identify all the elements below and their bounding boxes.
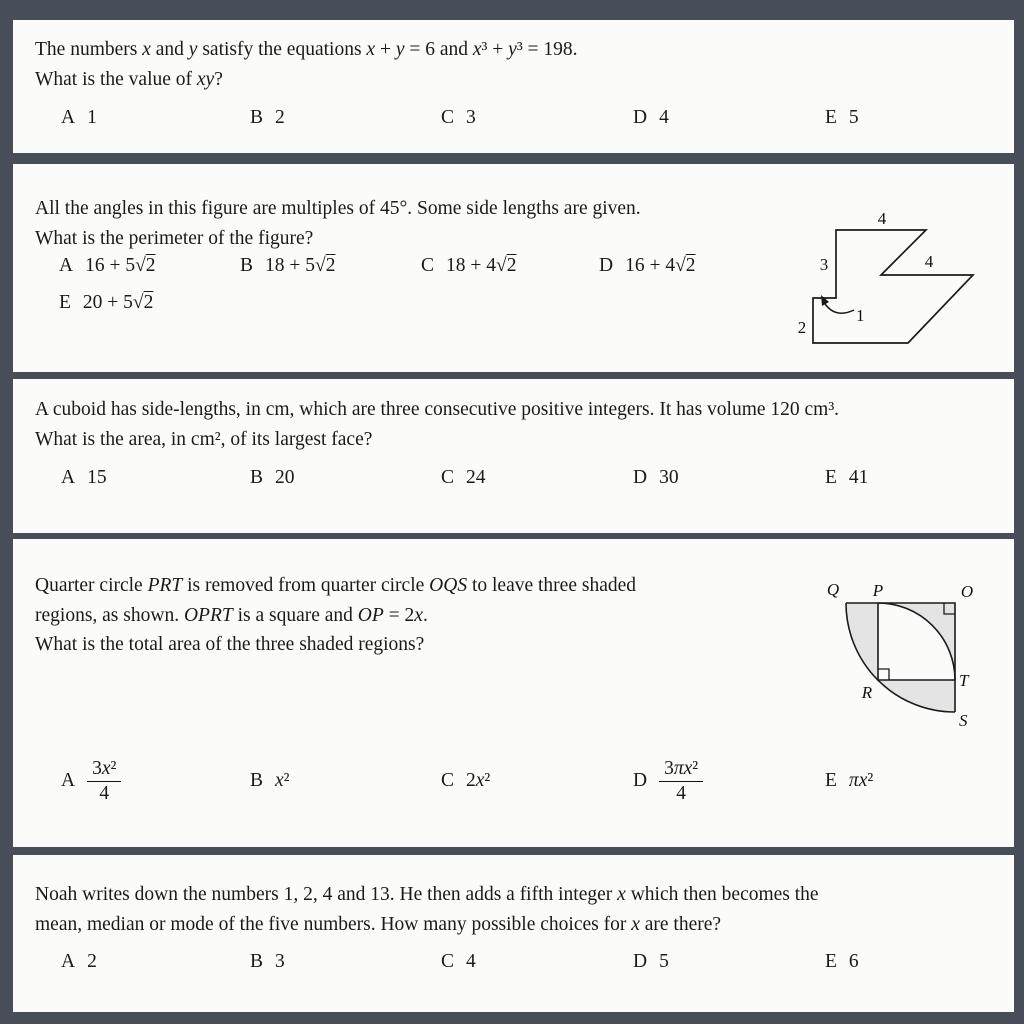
option-a [61, 467, 107, 489]
option-label: A [61, 467, 76, 488]
question-line: What is the total area of the three shaded regions? [35, 634, 425, 655]
option-b [250, 467, 295, 489]
option-c [441, 951, 476, 973]
option-label: C [441, 951, 455, 972]
question-line: What is the value of xy? [35, 68, 223, 90]
question-panel [13, 164, 1014, 372]
side-label-2: 2 [797, 318, 807, 337]
side-label-4-top: 4 [877, 209, 887, 228]
option-value: 2 [275, 107, 285, 128]
option-label: B [250, 107, 264, 128]
option-value: 6 [848, 951, 859, 972]
point-label-o: O [960, 582, 974, 601]
point-label-s: S [959, 711, 968, 730]
options-row [13, 107, 1014, 137]
option-value: 5 [659, 951, 669, 972]
option-a [59, 255, 156, 277]
option-label: B [250, 467, 264, 488]
option-label: A [59, 255, 74, 276]
option-a [61, 951, 97, 973]
option-a [61, 750, 121, 812]
quarter-circle-figure [818, 569, 1003, 761]
question-line: What is the area, in cm², of its largest face? [35, 428, 373, 450]
option-e [825, 107, 859, 129]
option-value: 20 [275, 467, 295, 488]
option-label: D [599, 255, 614, 276]
option-label: E [59, 292, 71, 313]
option-c [441, 107, 476, 129]
option-label: A [61, 770, 76, 791]
point-label-r: R [861, 683, 873, 702]
side-label-4-mid: 4 [924, 252, 934, 271]
option-value: 5 [848, 107, 859, 128]
question-panel [13, 855, 1014, 1012]
option-label: E [825, 770, 837, 791]
option-value: πx² [848, 770, 874, 791]
option-e [59, 292, 153, 314]
option-a [61, 107, 97, 129]
option-value: 3 [275, 951, 285, 972]
perimeter-figure [793, 190, 1003, 356]
option-label: E [825, 951, 837, 972]
option-b [250, 951, 285, 973]
question-line: The numbers x and y satisfy the equations x + y = 6 and x³ + y³ = 198. [35, 39, 578, 60]
question-text [35, 880, 1008, 939]
option-label: C [441, 770, 455, 791]
question-line: Noah writes down the numbers 1, 2, 4 and 13. He then adds a fifth integer x which then becomes the [35, 884, 819, 905]
option-value: 1 [87, 107, 97, 128]
option-value: 15 [87, 467, 107, 488]
option-d [633, 750, 703, 812]
option-d [633, 951, 669, 973]
option-d [633, 467, 679, 489]
option-value: 30 [659, 467, 679, 488]
option-label: B [250, 770, 264, 791]
option-label: E [825, 467, 837, 488]
option-b [240, 255, 335, 277]
option-value: 24 [466, 467, 486, 488]
question-line: A cuboid has side-lengths, in cm, which are three consecutive positive integers. It has volume 120 cm³. [35, 399, 840, 420]
option-b [250, 750, 290, 812]
option-value: 3 [466, 107, 476, 128]
option-value: x² [275, 770, 290, 791]
question-panel [13, 539, 1014, 847]
option-label: D [633, 107, 648, 128]
option-label: C [421, 255, 435, 276]
question-line: Quarter circle PRT is removed from quarter circle OQS to leave three shaded [35, 575, 637, 596]
option-value: 41 [848, 467, 869, 488]
option-value: 18 + 5√2 [265, 255, 336, 276]
option-e [825, 951, 859, 973]
option-value: 4 [466, 951, 476, 972]
option-d [633, 107, 669, 129]
option-label: B [250, 951, 264, 972]
options-row [13, 951, 1014, 981]
option-b [250, 107, 285, 129]
option-label: A [61, 107, 76, 128]
option-d [599, 255, 696, 277]
option-value: 18 + 4√2 [446, 255, 517, 276]
options-row [13, 467, 1014, 497]
option-label: D [633, 467, 648, 488]
question-line: All the angles in this figure are multiples of 45°. Some side lengths are given. [35, 198, 641, 219]
question-line: regions, as shown. OPRT is a square and OP = 2x. [35, 604, 428, 626]
question-panel [13, 379, 1014, 533]
option-value: 2x² [466, 770, 491, 791]
option-value: $\frac{\text{3x²}}{4}$ [87, 757, 121, 806]
question-line: mean, median or mode of the five numbers. How many possible choices for x are there? [35, 913, 722, 935]
option-label: B [240, 255, 254, 276]
option-value: 20 + 5√2 [82, 292, 154, 313]
option-label: E [825, 107, 837, 128]
option-label: C [441, 107, 455, 128]
point-label-p: P [872, 581, 884, 600]
option-value: 16 + 4√2 [625, 255, 696, 276]
option-c [441, 467, 486, 489]
option-value: $\frac{\text{3πx²}}{4}$ [659, 757, 703, 806]
option-c [441, 750, 490, 812]
option-label: A [61, 951, 76, 972]
side-label-1: 1 [856, 306, 865, 325]
question-panel [13, 20, 1014, 153]
question-text [35, 35, 1008, 94]
question-line: What is the perimeter of the figure? [35, 227, 314, 249]
option-label: D [633, 951, 648, 972]
option-c [421, 255, 516, 277]
question-text [35, 395, 1008, 454]
option-value: 4 [659, 107, 669, 128]
option-label: C [441, 467, 455, 488]
point-label-t: T [959, 671, 969, 690]
point-label-q: Q [826, 580, 840, 599]
option-e [825, 467, 868, 489]
option-value: 2 [87, 951, 97, 972]
side-label-3: 3 [819, 255, 829, 274]
option-label: D [633, 770, 648, 791]
option-value: 16 + 5√2 [85, 255, 156, 276]
